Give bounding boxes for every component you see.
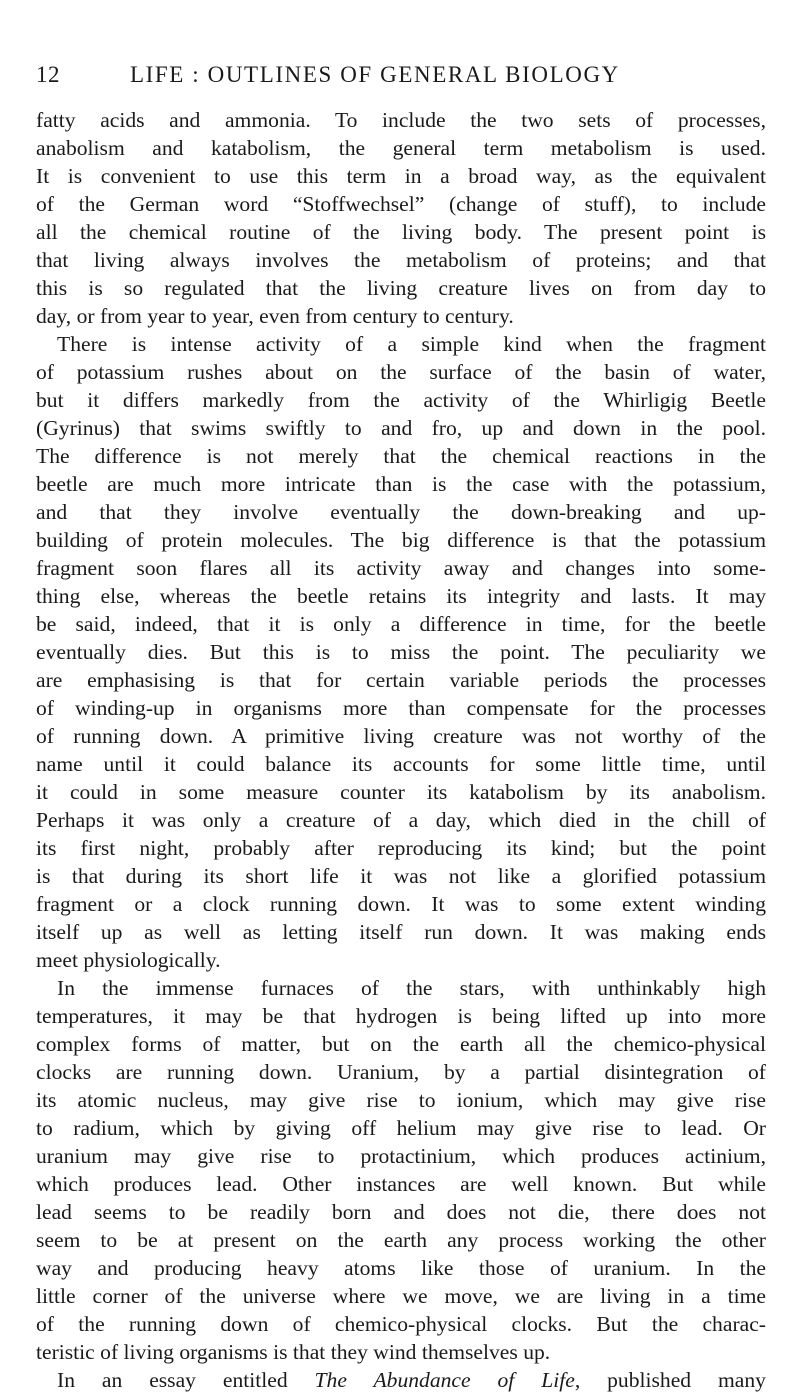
line-text: fragment or a clock running down. It was to some extent winding bbox=[36, 892, 766, 916]
line-text: There is intense activity of a simple kind when the fragment bbox=[57, 332, 766, 356]
text-line bbox=[36, 1170, 766, 1198]
text-line bbox=[36, 778, 766, 806]
text-line bbox=[36, 1366, 766, 1394]
line-text: itself up as well as letting itself run down. It was making ends bbox=[36, 920, 766, 944]
text-line bbox=[36, 274, 766, 302]
line-text: is that during its short life it was not like a glorified potassium bbox=[36, 864, 766, 888]
text-line bbox=[36, 134, 766, 162]
line-text: beetle are much more intricate than is the case with the potassium, bbox=[36, 472, 766, 496]
text-line bbox=[36, 386, 766, 414]
line-text-after: , published many bbox=[574, 1368, 766, 1392]
text-line bbox=[36, 1254, 766, 1282]
line-text: uranium may give rise to protactinium, which produces actinium, bbox=[36, 1144, 766, 1168]
line-text: In the immense furnaces of the stars, with unthinkably high bbox=[57, 976, 766, 1000]
line-text: seem to be at present on the earth any process working the other bbox=[36, 1228, 766, 1252]
text-line bbox=[36, 1142, 766, 1170]
text-line bbox=[36, 638, 766, 666]
line-text: building of protein molecules. The big difference is that the potassium bbox=[36, 528, 766, 552]
line-text: eventually dies. But this is to miss the point. The peculiarity we bbox=[36, 640, 766, 664]
text-line bbox=[36, 302, 766, 330]
text-line bbox=[36, 666, 766, 694]
text-line bbox=[36, 1226, 766, 1254]
line-text: (Gyrinus) that swims swiftly to and fro, up and down in the pool. bbox=[36, 416, 766, 440]
line-text: temperatures, it may be that hydrogen is being lifted up into more bbox=[36, 1004, 766, 1028]
text-line bbox=[36, 246, 766, 274]
line-text: are emphasising is that for certain variable periods the processes bbox=[36, 668, 766, 692]
text-line bbox=[36, 1282, 766, 1310]
text-line bbox=[36, 946, 766, 974]
line-text: In an essay entitled bbox=[57, 1368, 315, 1392]
line-text: Perhaps it was only a creature of a day, which died in the chill of bbox=[36, 808, 766, 832]
line-text: of winding-up in organisms more than compensate for the processes bbox=[36, 696, 766, 720]
running-title: LIFE : OUTLINES OF GENERAL BIOLOGY bbox=[130, 62, 620, 87]
text-line bbox=[36, 1086, 766, 1114]
line-text: name until it could balance its accounts for some little time, until bbox=[36, 752, 766, 776]
text-line bbox=[36, 218, 766, 246]
text-line bbox=[36, 974, 766, 1002]
line-text: of the running down of chemico-physical clocks. But the charac- bbox=[36, 1312, 766, 1336]
text-line bbox=[36, 554, 766, 582]
line-text: of the German word “Stoffwechsel” (change of stuff), to include bbox=[36, 192, 766, 216]
book-title-italic: The Abundance of Life bbox=[314, 1368, 575, 1392]
line-text: The difference is not merely that the chemical reactions in the bbox=[36, 444, 766, 468]
text-line bbox=[36, 442, 766, 470]
text-line bbox=[36, 610, 766, 638]
text-line bbox=[36, 1114, 766, 1142]
line-text: It is convenient to use this term in a broad way, as the equivalent bbox=[36, 164, 766, 188]
text-line bbox=[36, 414, 766, 442]
line-text: way and producing heavy atoms like those of uranium. In the bbox=[36, 1256, 766, 1280]
line-text: and that they involve eventually the down-breaking and up- bbox=[36, 500, 766, 524]
line-text: this is so regulated that the living creature lives on from day to bbox=[36, 276, 766, 300]
text-line bbox=[36, 498, 766, 526]
text-line bbox=[36, 106, 766, 134]
text-line bbox=[36, 470, 766, 498]
text-line bbox=[36, 694, 766, 722]
text-line bbox=[36, 918, 766, 946]
text-line bbox=[36, 1058, 766, 1086]
line-text: little corner of the universe where we move, we are living in a time bbox=[36, 1284, 766, 1308]
text-line bbox=[36, 890, 766, 918]
line-text: thing else, whereas the beetle retains its integrity and lasts. It may bbox=[36, 584, 766, 608]
text-line bbox=[36, 190, 766, 218]
text-line bbox=[36, 1002, 766, 1030]
text-line bbox=[36, 330, 766, 358]
text-line bbox=[36, 358, 766, 386]
line-text: that living always involves the metabolism of proteins; and that bbox=[36, 248, 766, 272]
line-text: its atomic nucleus, may give rise to ionium, which may give rise bbox=[36, 1088, 766, 1112]
text-line bbox=[36, 1310, 766, 1338]
line-text: of running down. A primitive living creature was not worthy of the bbox=[36, 724, 766, 748]
line-text: lead seems to be readily born and does not die, there does not bbox=[36, 1200, 766, 1224]
text-line bbox=[36, 806, 766, 834]
line-text: to radium, which by giving off helium may give rise to lead. Or bbox=[36, 1116, 766, 1140]
text-line bbox=[36, 1198, 766, 1226]
line-text: clocks are running down. Uranium, by a partial disintegration of bbox=[36, 1060, 766, 1084]
running-head bbox=[36, 62, 766, 92]
line-text: but it differs markedly from the activity of the Whirligig Beetle bbox=[36, 388, 766, 412]
page-number: 12 bbox=[36, 62, 60, 87]
text-line bbox=[36, 834, 766, 862]
line-text: complex forms of matter, but on the earth all the chemico-physical bbox=[36, 1032, 766, 1056]
line-text: day, or from year to year, even from century to century. bbox=[36, 304, 514, 328]
body-text bbox=[36, 106, 766, 1394]
line-text: anabolism and katabolism, the general term metabolism is used. bbox=[36, 136, 766, 160]
line-text: all the chemical routine of the living body. The present point is bbox=[36, 220, 766, 244]
line-text: which produces lead. Other instances are well known. But while bbox=[36, 1172, 766, 1196]
text-line bbox=[36, 750, 766, 778]
line-text: of potassium rushes about on the surface of the basin of water, bbox=[36, 360, 766, 384]
text-line bbox=[36, 862, 766, 890]
text-line bbox=[36, 162, 766, 190]
line-text: meet physiologically. bbox=[36, 948, 221, 972]
line-text: fatty acids and ammonia. To include the two sets of processes, bbox=[36, 108, 766, 132]
text-line bbox=[36, 1030, 766, 1058]
line-text: its first night, probably after reproducing its kind; but the point bbox=[36, 836, 766, 860]
text-line bbox=[36, 526, 766, 554]
line-text: be said, indeed, that it is only a difference in time, for the beetle bbox=[36, 612, 766, 636]
text-line bbox=[36, 722, 766, 750]
text-line bbox=[36, 582, 766, 610]
line-text: it could in some measure counter its katabolism by its anabolism. bbox=[36, 780, 766, 804]
text-line bbox=[36, 1338, 766, 1366]
line-text: teristic of living organisms is that they wind themselves up. bbox=[36, 1340, 551, 1364]
line-text: fragment soon flares all its activity away and changes into some- bbox=[36, 556, 766, 580]
